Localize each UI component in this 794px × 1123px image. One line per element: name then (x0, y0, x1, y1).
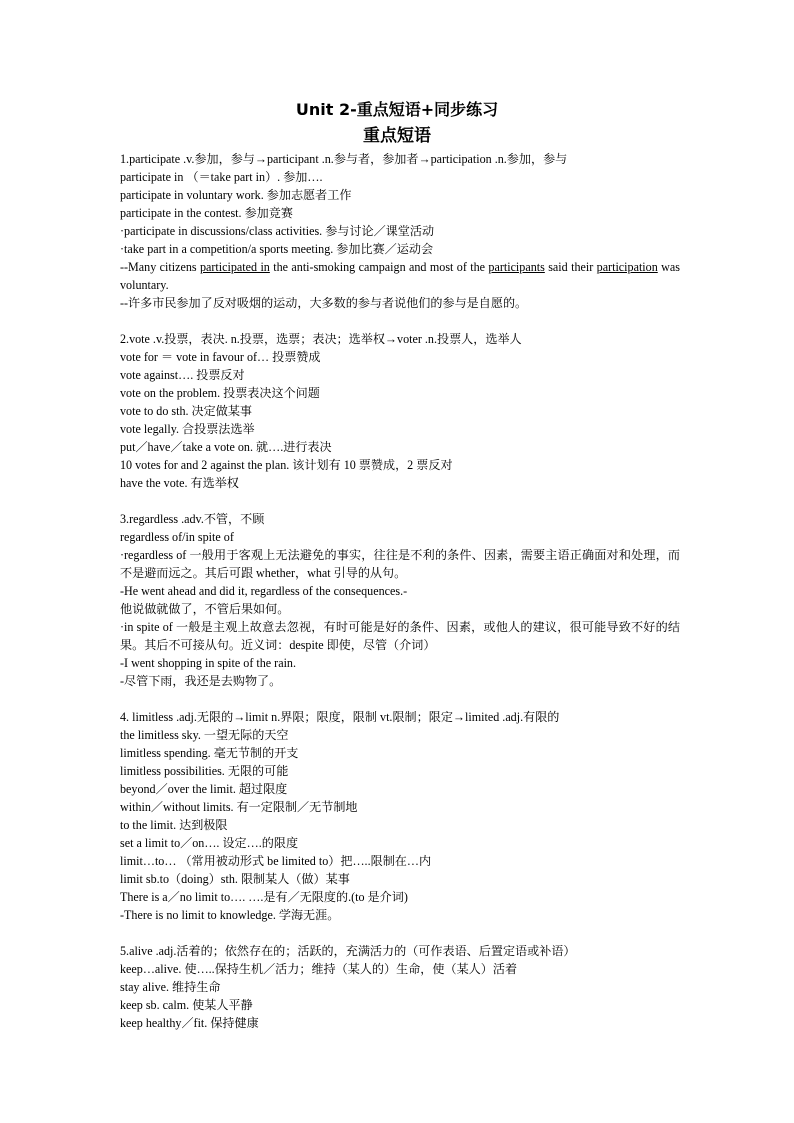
entry-headword: 3.regardless .adv.不管，不顾 (120, 512, 265, 526)
spacer (120, 312, 680, 330)
phrase-line: ·take part in a competition/a sports meeting. 参加比赛／运动会 (120, 242, 434, 256)
phrase-line: keep sb. calm. 使某人平静 (120, 998, 253, 1012)
phrase-line: put／have／take a vote on. 就….进行表决 (120, 440, 332, 454)
phrase-line: keep…alive. 使…..保持生机／活力；维持（某人的）生命，使（某人）活着 (120, 962, 518, 976)
spacer (120, 690, 680, 708)
phrase-line: There is a／no limit to…. ….是有／无限度的.(to 是介词) (120, 890, 408, 904)
entry-limitless (120, 708, 680, 924)
phrase-line: within／without limits. 有一定限制／无节制地 (120, 800, 358, 814)
phrase-line: ·participate in discussions/class activities. 参与讨论／课堂活动 (120, 224, 435, 238)
phrase-line: participate in the contest. 参加竞赛 (120, 206, 293, 220)
phrase-line: participate in voluntary work. 参加志愿者工作 (120, 188, 352, 202)
phrase-line: 10 votes for and 2 against the plan. 该计划有 10 票赞成，2 票反对 (120, 458, 453, 472)
phrase-line: have the vote. 有选举权 (120, 476, 239, 490)
section-heading: 重点短语 (363, 126, 431, 146)
phrase-line: the limitless sky. 一望无际的天空 (120, 728, 289, 742)
entry-participate (120, 150, 680, 312)
entry-headword: 1.participate .v.参加，参与→participant .n.参与者，参加者→participation .n.参加，参与 (120, 152, 568, 166)
example-sentence: -I went shopping in spite of the rain. (120, 656, 296, 670)
document-title: Unit 2-重点短语+同步练习 (295, 100, 499, 119)
usage-note: ·in spite of 一般是主观上故意去忽视，有时可能是好的条件、因素，或他人的建议，很可能导致不好的结果。其后不可接从句。近义词：despite 即使，尽管（介词） (120, 620, 680, 652)
spacer (120, 492, 680, 510)
entry-headword: 2.vote .v.投票，表决. n.投票，选票；表决；选举权→voter .n.投票人，选举人 (120, 332, 522, 346)
phrase-line: to the limit. 达到极限 (120, 818, 228, 832)
example-sentence: --Many citizens participated in the anti-smoking campaign and most of the participants said their participation was voluntary. (120, 260, 680, 292)
example-translation: --许多市民参加了反对吸烟的运动，大多数的参与者说他们的参与是自愿的。 (120, 296, 528, 310)
phrase-line: limit sb.to（doing）sth. 限制某人（做）某事 (120, 872, 350, 886)
document-body (120, 150, 680, 1032)
phrase-line: stay alive. 维持生命 (120, 980, 221, 994)
spacer (120, 924, 680, 942)
underlined-phrase: participants (488, 260, 545, 274)
example-sentence: -He went ahead and did it, regardless of the consequences.- (120, 584, 408, 598)
phrase-line: keep healthy／fit. 保持健康 (120, 1016, 259, 1030)
phrase-line: participate in （＝take part in）. 参加…. (120, 170, 323, 184)
example-translation: -尽管下雨，我还是去购物了。 (120, 674, 282, 688)
phrase-line: vote for ＝ vote in favour of… 投票赞成 (120, 350, 321, 364)
entry-headword: 4. limitless .adj.无限的→limit n.界限；限度，限制 vt.限制；限定→limited .adj.有限的 (120, 710, 560, 724)
entry-alive (120, 942, 680, 1032)
phrase-line: set a limit to／on…. 设定….的限度 (120, 836, 299, 850)
phrase-line: vote on the problem. 投票表决这个问题 (120, 386, 320, 400)
entry-vote (120, 330, 680, 492)
phrase-line: vote legally. 合投票法选举 (120, 422, 255, 436)
phrase-line: vote to do sth. 决定做某事 (120, 404, 253, 418)
usage-note: ·regardless of 一般用于客观上无法避免的事实，往往是不利的条件、因素，需要主语正确面对和处理，而不是避而远之。其后可跟 whether，what 引导的从句。 (120, 548, 680, 580)
entry-regardless (120, 510, 680, 690)
phrase-line: limit…to… （常用被动形式 be limited to）把…..限制在…内 (120, 854, 432, 868)
phrase-line: vote against…. 投票反对 (120, 368, 245, 382)
phrase-line: regardless of/in spite of (120, 530, 234, 544)
underlined-phrase: participated in (199, 260, 270, 274)
example-translation: 他说做就做了，不管后果如何。 (120, 602, 290, 616)
phrase-line: limitless spending. 毫无节制的开支 (120, 746, 299, 760)
underlined-phrase: participation (596, 260, 658, 274)
phrase-line: limitless possibilities. 无限的可能 (120, 764, 289, 778)
phrase-line: beyond／over the limit. 超过限度 (120, 782, 288, 796)
entry-headword: 5.alive .adj.活着的；依然存在的；活跃的，充满活力的（可作表语、后置定语或补语） (120, 944, 576, 958)
example-sentence: -There is no limit to knowledge. 学海无涯。 (120, 908, 340, 922)
